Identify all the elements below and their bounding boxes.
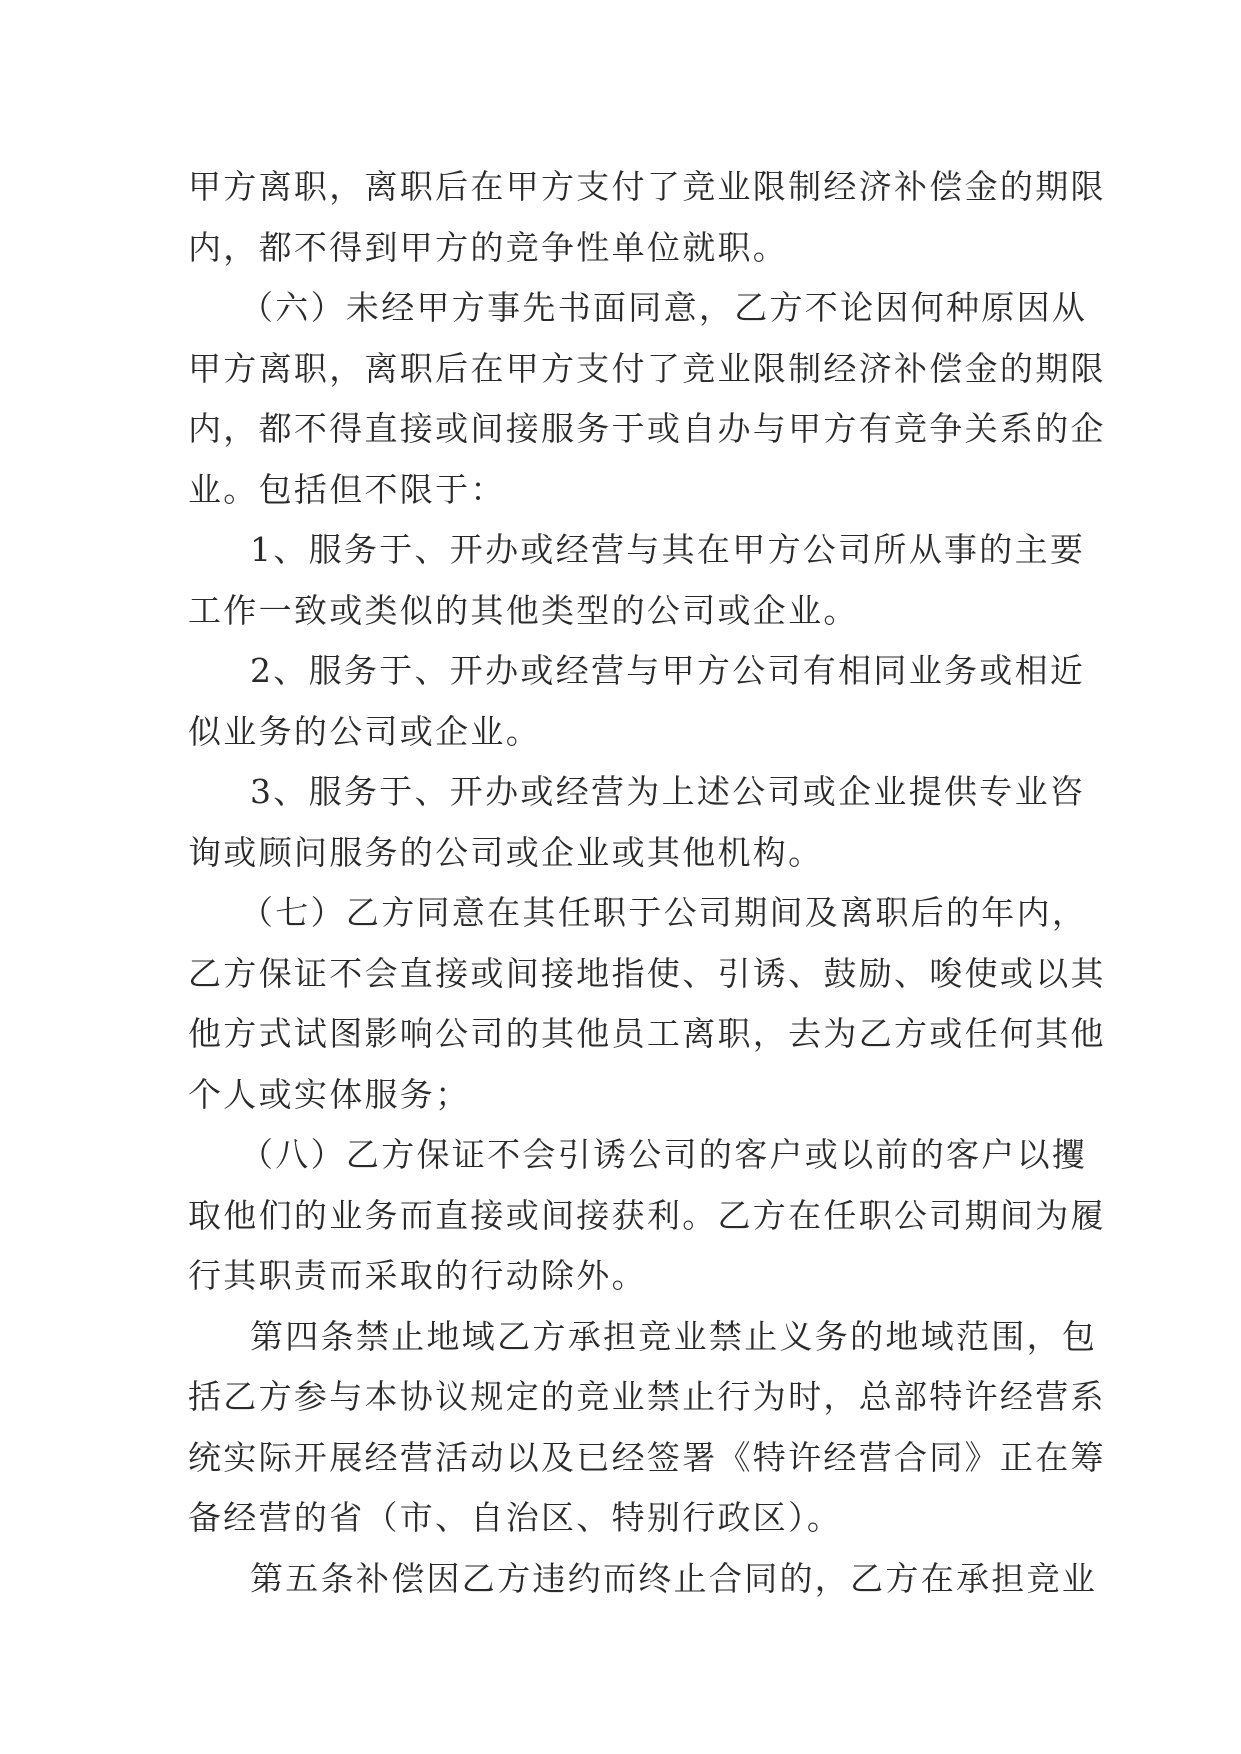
text-line: 似业务的公司或企业。 [188, 711, 541, 751]
text-line: 统实际开展经营活动以及已经签署《特许经营合同》正在筹 [188, 1437, 1106, 1477]
text-line: （六）未经甲方事先书面同意，乙方不论因何种原因从 [240, 288, 1088, 327]
text-line: 行其职责而采取的行动除外。 [188, 1256, 647, 1295]
text-line: 询或顾问服务的公司或企业或其他机构。 [188, 832, 824, 872]
text-line: 1、服务于、开办或经营与其在甲方公司所从事的主要 [250, 530, 1086, 569]
text-line: 2、服务于、开办或经营与甲方公司有相同业务或相近 [250, 651, 1086, 690]
text-line: 甲方离职，离职后在甲方支付了竞业限制经济补偿金的期限 [188, 167, 1106, 206]
text-line: 第五条补偿因乙方违约而终止合同的，乙方在承担竞业 [250, 1558, 1098, 1598]
text-line: 取他们的业务而直接或间接获利。乙方在任职公司期间为履 [188, 1195, 1106, 1235]
text-line: 内，都不得到甲方的竞争性单位就职。 [188, 227, 789, 267]
text-line: 第四条禁止地域乙方承担竞业禁止义务的地域范围，包 [250, 1316, 1098, 1356]
text-line: 甲方离职，离职后在甲方支付了竞业限制经济补偿金的期限 [188, 348, 1106, 388]
text-line: 乙方保证不会直接或间接地指使、引诱、鼓励、唆使或以其 [188, 953, 1106, 993]
text-line: 3、服务于、开办或经营为上述公司或企业提供专业咨 [250, 772, 1086, 811]
text-line: 括乙方参与本协议规定的竞业禁止行为时，总部特许经营系 [188, 1377, 1106, 1416]
text-line: （七）乙方同意在其任职于公司期间及离职后的年内， [240, 893, 1088, 932]
text-line: 他方式试图影响公司的其他员工离职，去为乙方或任何其他 [188, 1014, 1106, 1053]
text-line: 内，都不得直接或间接服务于或自办与甲方有竞争关系的企 [188, 409, 1106, 448]
text-line: （八）乙方保证不会引诱公司的客户或以前的客户以攫 [240, 1135, 1088, 1174]
text-line: 业。包括但不限于： [188, 469, 506, 509]
document-body [188, 157, 1106, 1609]
text-line: 备经营的省（市、自治区、特别行政区）。 [188, 1498, 843, 1537]
text-line: 个人或实体服务； [188, 1074, 471, 1114]
text-line: 工作一致或类似的其他类型的公司或企业。 [188, 590, 859, 630]
